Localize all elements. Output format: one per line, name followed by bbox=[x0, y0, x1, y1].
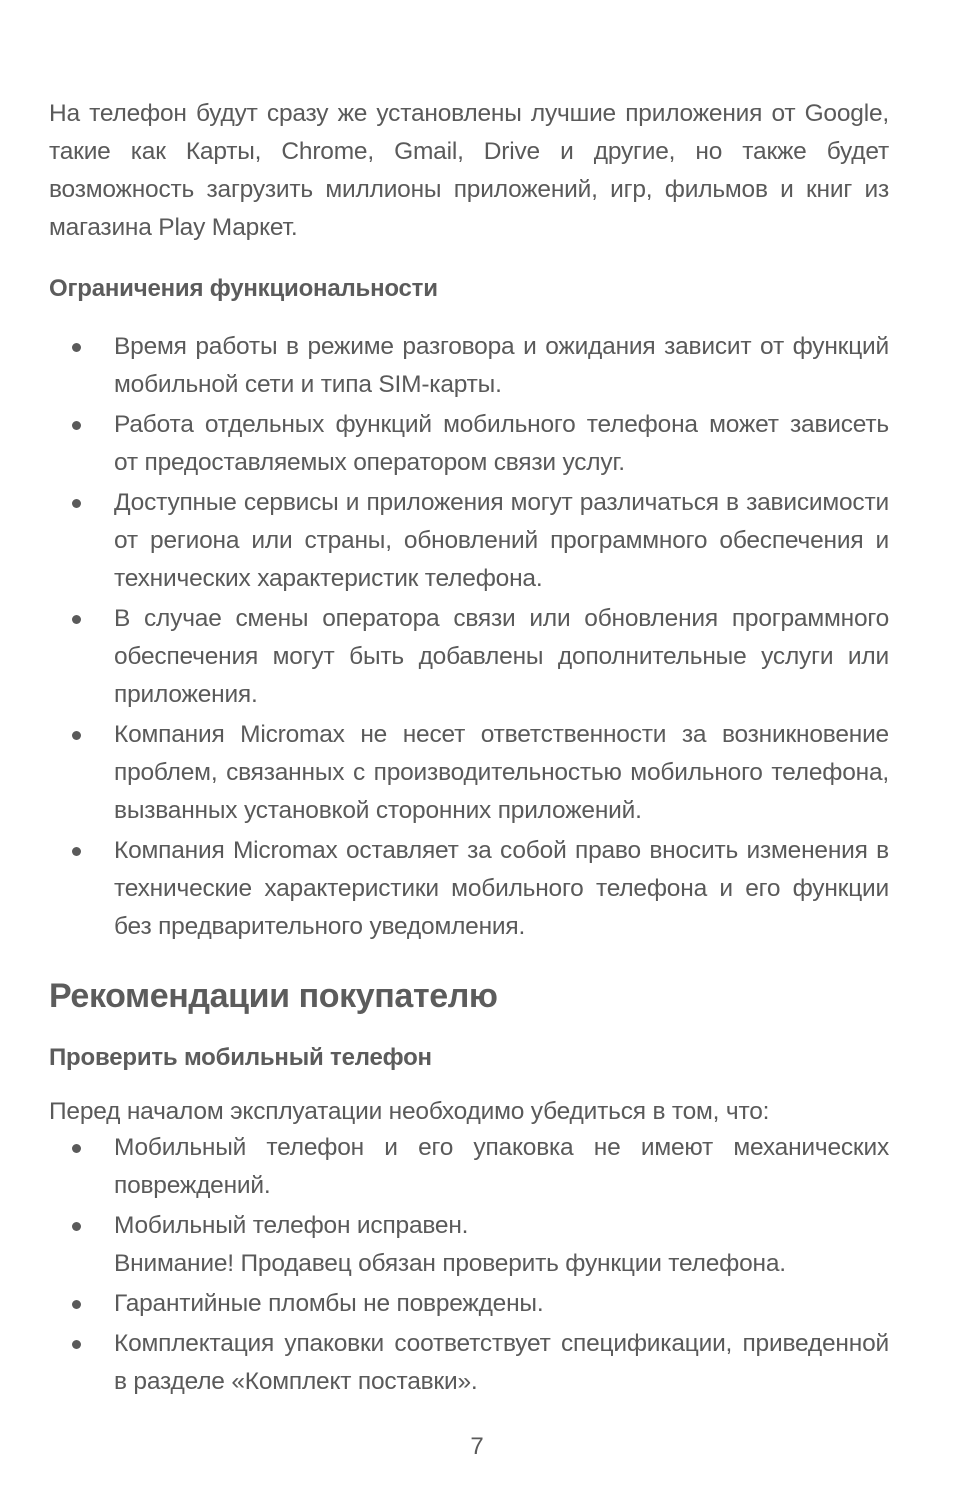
bullet-icon bbox=[72, 1144, 81, 1153]
bullet-icon bbox=[72, 343, 81, 352]
check-lead-text: Перед началом эксплуатации необходимо убедиться в том, что: bbox=[49, 1098, 770, 1125]
check-list bbox=[49, 1129, 889, 1401]
document-page bbox=[49, 95, 889, 1401]
list-item: Время работы в режиме разговора и ожидания зависит от функций мобильной сети и типа SIM-карты. bbox=[49, 328, 889, 404]
bullet-icon bbox=[72, 1222, 81, 1231]
warning-note: Внимание! Продавец обязан проверить функции телефона. bbox=[114, 1250, 786, 1277]
bullet-icon bbox=[72, 421, 81, 430]
limitations-list bbox=[49, 328, 889, 946]
list-item: Мобильный телефон и его упаковка не имеют механических повреждений. bbox=[49, 1129, 889, 1205]
bullet-icon bbox=[72, 615, 81, 624]
list-item: Компания Micromax не несет ответственности за возникновение проблем, связанных с производительностью мобильного телефона, вызванных установкой сторонних приложений. bbox=[49, 716, 889, 830]
bullet-icon bbox=[72, 1340, 81, 1349]
list-item: Гарантийные пломбы не повреждены. bbox=[49, 1285, 889, 1323]
list-item: Компания Micromax оставляет за собой право вносить изменения в технические характеристики мобильного телефона и его функции без предварительного уведомления. bbox=[49, 832, 889, 946]
bullet-icon bbox=[72, 499, 81, 508]
list-item: Доступные сервисы и приложения могут различаться в зависимости от региона или страны, обновлений программного обеспечения и технических характеристик телефона. bbox=[49, 484, 889, 598]
bullet-icon bbox=[72, 731, 81, 740]
limitations-heading: Ограничения функциональности bbox=[49, 275, 438, 302]
list-item: Мобильный телефон исправен. Внимание! Продавец обязан проверить функции телефона. bbox=[49, 1207, 889, 1283]
list-item: Комплектация упаковки соответствует спецификации, приведенной в разделе «Комплект поставки». bbox=[49, 1325, 889, 1401]
list-item: В случае смены оператора связи или обновления программного обеспечения могут быть добавлены дополнительные услуги или приложения. bbox=[49, 600, 889, 714]
bullet-icon bbox=[72, 1300, 81, 1309]
page-number: 7 bbox=[470, 1433, 484, 1460]
recommendations-title: Рекомендации покупателю bbox=[49, 977, 498, 1015]
list-item: Работа отдельных функций мобильного телефона может зависеть от предоставляемых оператором связи услуг. bbox=[49, 406, 889, 482]
intro-paragraph: На телефон будут сразу же установлены лучшие приложения от Google, такие как Карты, Chrome, Gmail, Drive и другие, но также будет возможность загрузить миллионы приложений, игр, фильмов и книг из магазина Play Маркет. bbox=[49, 100, 889, 241]
bullet-icon bbox=[72, 847, 81, 856]
check-phone-heading: Проверить мобильный телефон bbox=[49, 1044, 432, 1071]
